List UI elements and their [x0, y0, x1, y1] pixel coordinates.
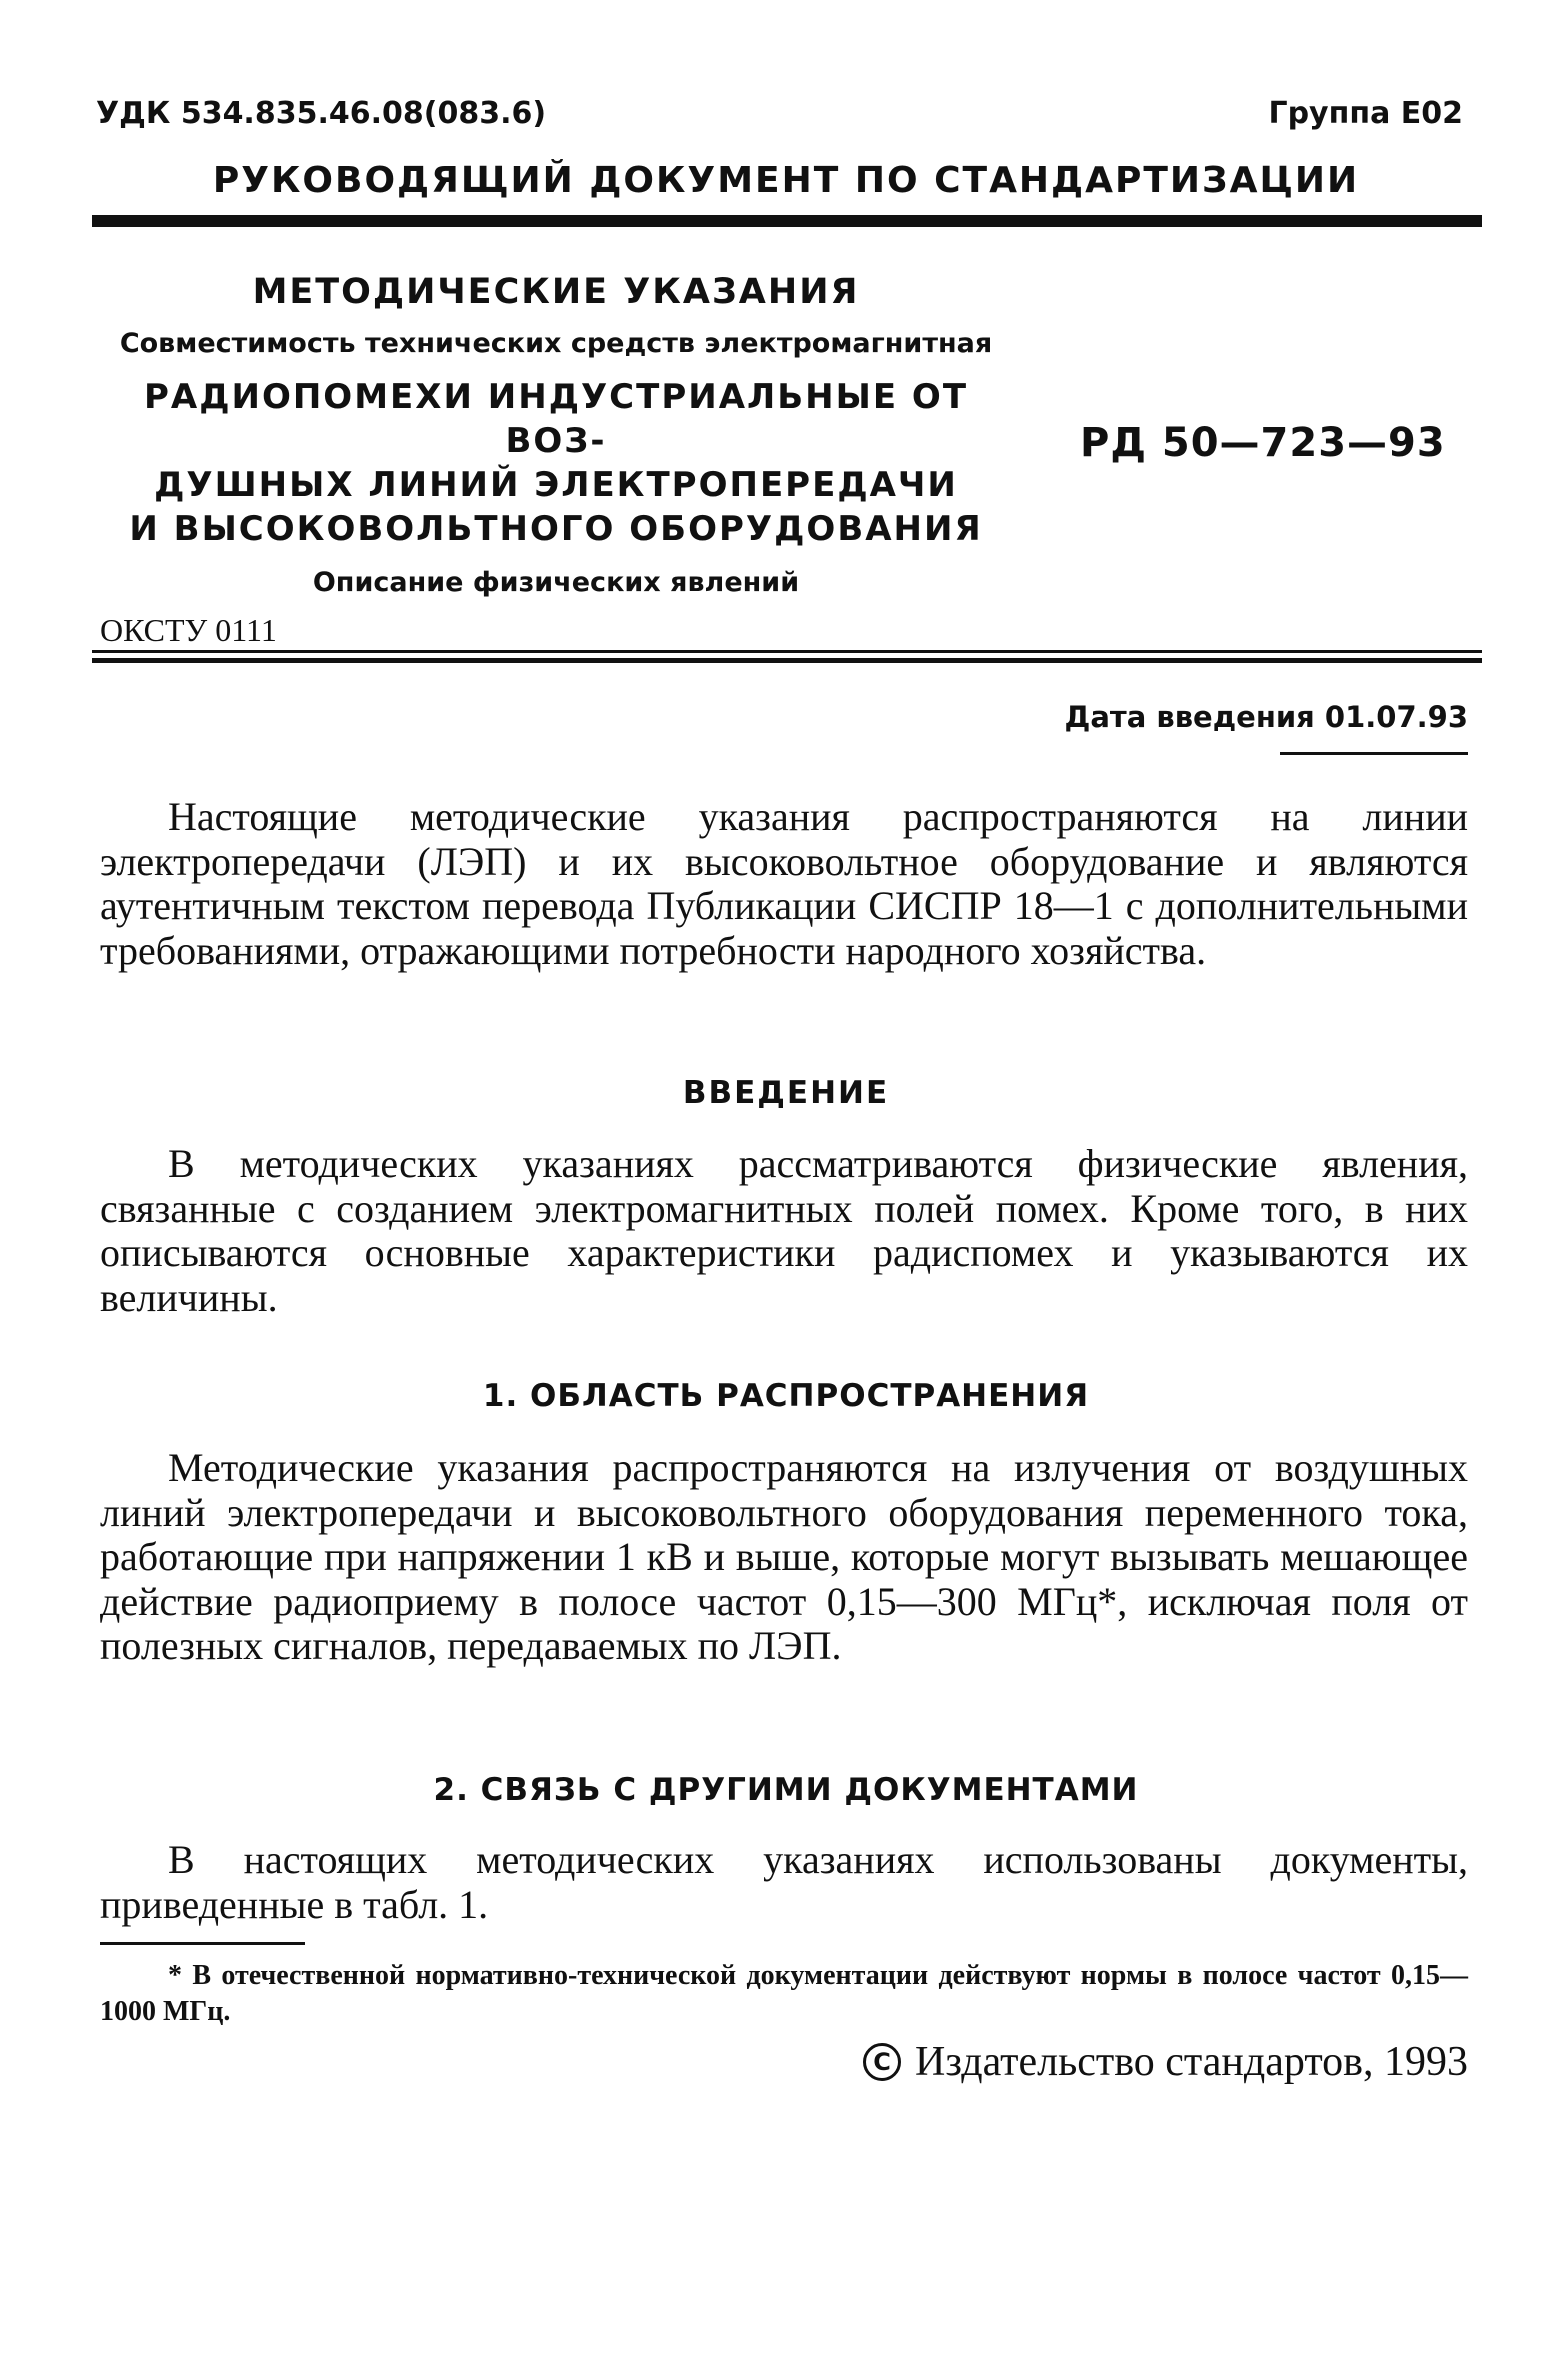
section-heading-introduction: ВВЕДЕНИЕ [682, 1075, 890, 1111]
footnote-rule [100, 1942, 305, 1945]
footnote [100, 1958, 1468, 2030]
title-block [96, 272, 1016, 598]
section-paragraph-scope [100, 1446, 1468, 1669]
udk-code: УДК 534.835.46.08(083.6) [96, 96, 547, 131]
section-paragraph-references [100, 1838, 1468, 1927]
copyright-text: Издательство стандартов, 1993 [915, 2039, 1468, 2085]
title-line: ДУШНЫХ ЛИНИЙ ЭЛЕКТРОПЕРЕДАЧИ [154, 465, 958, 505]
introduction-date: Дата введения 01.07.93 [1064, 700, 1468, 734]
section-paragraph-introduction [100, 1142, 1468, 1320]
document-kind: МЕТОДИЧЕСКИЕ УКАЗАНИЯ [252, 272, 860, 312]
compatibility-subtitle: Совместимость технических средств электромагнитная [119, 328, 993, 359]
copyright-line [863, 2038, 1468, 2086]
okstu-code: ОКСТУ 0111 [100, 612, 277, 648]
title-line: И ВЫСОКОВОЛЬТНОГО ОБОРУДОВАНИЯ [129, 509, 983, 549]
document-code: РД 50—723—93 [1080, 420, 1446, 466]
title-description: Описание физических явлений [312, 567, 800, 598]
paragraph-text: Методические указания распространяются на излучения от воздушных линий электропередачи и высоковольтного оборудования переменного тока, работающие при напряжении 1 кВ и выше, которые могут вызывать мешающее действие радиоприему в полосе частот 0,15—300 МГц*, исключая поля от полезных сигналов, передаваемых по ЛЭП. [100, 1445, 1468, 1668]
footnote-text: * В отечественной нормативно-технической документации действуют нормы в полосе частот 0,15—1000 МГц. [100, 1960, 1468, 2027]
header-rule [92, 215, 1482, 227]
intro-paragraph [100, 795, 1468, 973]
copyright-icon: C [863, 2043, 901, 2081]
group-code: Группа Е02 [1268, 96, 1463, 131]
paragraph-text: В настоящих методических указаниях использованы документы, приведенные в табл. 1. [100, 1837, 1468, 1927]
section-rule-thin [92, 650, 1482, 653]
date-underline [1280, 752, 1468, 755]
paragraph-text: Настоящие методические указания распространяются на линии электропередачи (ЛЭП) и их высоковольтное оборудование и являются аутентичным текстом перевода Публикации СИСПР 18—1 с дополнительными требованиями, отражающими потребности народного хозяйства. [100, 794, 1468, 973]
section-heading-references: 2. СВЯЗЬ С ДРУГИМИ ДОКУМЕНТАМИ [433, 1772, 1139, 1808]
paragraph-text: В методических указаниях рассматриваются физические явления, связанные с созданием электромагнитных полей помех. Кроме того, в них описываются основные характеристики радиспомех и указываются их величины. [100, 1141, 1468, 1320]
main-title [96, 375, 1016, 551]
title-line: РАДИОПОМЕХИ ИНДУСТРИАЛЬНЫЕ ОТ ВОЗ- [143, 377, 969, 461]
section-rule-thick [92, 658, 1482, 663]
section-heading-scope: 1. ОБЛАСТЬ РАСПРОСТРАНЕНИЯ [482, 1378, 1090, 1414]
document-type-heading: РУКОВОДЯЩИЙ ДОКУМЕНТ ПО СТАНДАРТИЗАЦИИ [212, 160, 1360, 201]
